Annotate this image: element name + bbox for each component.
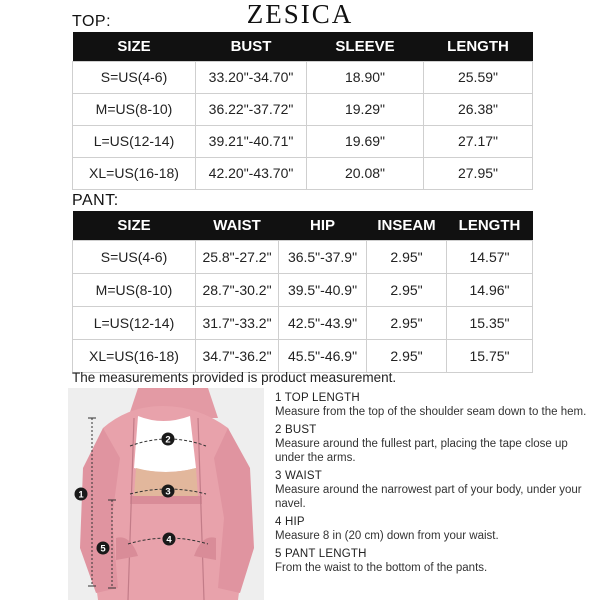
table-row — [73, 61, 533, 93]
table-cell: 20.08" — [307, 157, 424, 189]
top-size-table — [72, 32, 533, 190]
column-header: SIZE — [73, 32, 196, 61]
svg-text:3: 3 — [165, 486, 171, 498]
table-cell: 39.5"-40.9" — [279, 273, 367, 306]
legend-title: 3 WAIST — [275, 470, 322, 482]
table-row — [73, 240, 533, 273]
table-cell: L=US(12-14) — [73, 125, 196, 157]
table-cell: 42.20"-43.70" — [196, 157, 307, 189]
table-cell: 15.75" — [447, 339, 533, 372]
table-cell: 2.95" — [367, 339, 447, 372]
table-cell: M=US(8-10) — [73, 93, 196, 125]
table-cell: 14.57" — [447, 240, 533, 273]
table-row — [73, 157, 533, 189]
table-cell: 14.96" — [447, 273, 533, 306]
table-cell: 25.59" — [424, 61, 533, 93]
table-row — [73, 273, 533, 306]
column-header: WAIST — [196, 211, 279, 240]
table-cell: L=US(12-14) — [73, 306, 196, 339]
table-cell: 31.7"-33.2" — [196, 306, 279, 339]
svg-text:5: 5 — [100, 543, 106, 555]
table-cell: S=US(4-6) — [73, 61, 196, 93]
table-cell: 19.29" — [307, 93, 424, 125]
table-cell: 34.7"-36.2" — [196, 339, 279, 372]
marker-3 — [162, 485, 175, 498]
table-cell: 19.69" — [307, 125, 424, 157]
legend-item-pant-length — [275, 547, 595, 575]
table-cell: 15.35" — [447, 306, 533, 339]
table-cell: 27.95" — [424, 157, 533, 189]
svg-text:1: 1 — [78, 489, 84, 501]
legend-item-waist — [275, 469, 595, 511]
legend-description: Measure from the top of the shoulder seam down to the hem. — [275, 406, 587, 418]
legend-item-top-length — [275, 391, 595, 419]
marker-2 — [162, 433, 175, 446]
table-cell: 36.5"-37.9" — [279, 240, 367, 273]
table-cell: 42.5"-43.9" — [279, 306, 367, 339]
table-row — [73, 306, 533, 339]
legend-title: 1 TOP LENGTH — [275, 392, 360, 404]
legend-title: 2 BUST — [275, 424, 317, 436]
table-cell: 2.95" — [367, 306, 447, 339]
table-cell: 28.7"-30.2" — [196, 273, 279, 306]
legend-item-hip — [275, 515, 595, 543]
model-illustration — [68, 388, 264, 600]
marker-1 — [75, 488, 88, 501]
column-header: BUST — [196, 32, 307, 61]
table-cell: XL=US(16-18) — [73, 339, 196, 372]
top-section-label: TOP: — [72, 13, 112, 30]
table-header-row — [73, 211, 533, 240]
model-photo — [68, 388, 264, 600]
legend-item-bust — [275, 423, 595, 465]
pant-section-label: PANT: — [72, 192, 119, 209]
pant-size-table — [72, 211, 533, 373]
table-cell: S=US(4-6) — [73, 240, 196, 273]
svg-text:2: 2 — [165, 434, 171, 446]
table-cell: 2.95" — [367, 273, 447, 306]
table-row — [73, 339, 533, 372]
column-header: SLEEVE — [307, 32, 424, 61]
table-cell: XL=US(16-18) — [73, 157, 196, 189]
svg-text:4: 4 — [166, 534, 172, 546]
legend-description: From the waist to the bottom of the pants. — [275, 562, 488, 574]
table-cell: 33.20"-34.70" — [196, 61, 307, 93]
legend-title: 4 HIP — [275, 516, 305, 528]
table-row — [73, 125, 533, 157]
measurement-legend — [275, 391, 595, 579]
legend-description: Measure around the fullest part, placing the tape close up under the arms. — [275, 438, 568, 464]
table-cell: M=US(8-10) — [73, 273, 196, 306]
column-header: HIP — [279, 211, 367, 240]
table-cell: 27.17" — [424, 125, 533, 157]
table-row — [73, 93, 533, 125]
table-cell: 26.38" — [424, 93, 533, 125]
marker-4 — [163, 533, 176, 546]
column-header: LENGTH — [424, 32, 533, 61]
table-cell: 36.22"-37.72" — [196, 93, 307, 125]
legend-description: Measure around the narrowest part of your body, under your navel. — [275, 484, 582, 510]
legend-title: 5 PANT LENGTH — [275, 548, 367, 560]
table-cell: 39.21"-40.71" — [196, 125, 307, 157]
column-header: LENGTH — [447, 211, 533, 240]
column-header: INSEAM — [367, 211, 447, 240]
brand-logo: ZESICA — [246, 0, 354, 29]
measurement-note: The measurements provided is product measurement. — [72, 370, 397, 385]
table-header-row — [73, 32, 533, 61]
table-cell: 45.5"-46.9" — [279, 339, 367, 372]
marker-5 — [97, 542, 110, 555]
table-cell: 25.8"-27.2" — [196, 240, 279, 273]
legend-description: Measure 8 in (20 cm) down from your waist. — [275, 530, 499, 542]
table-cell: 2.95" — [367, 240, 447, 273]
column-header: SIZE — [73, 211, 196, 240]
table-cell: 18.90" — [307, 61, 424, 93]
